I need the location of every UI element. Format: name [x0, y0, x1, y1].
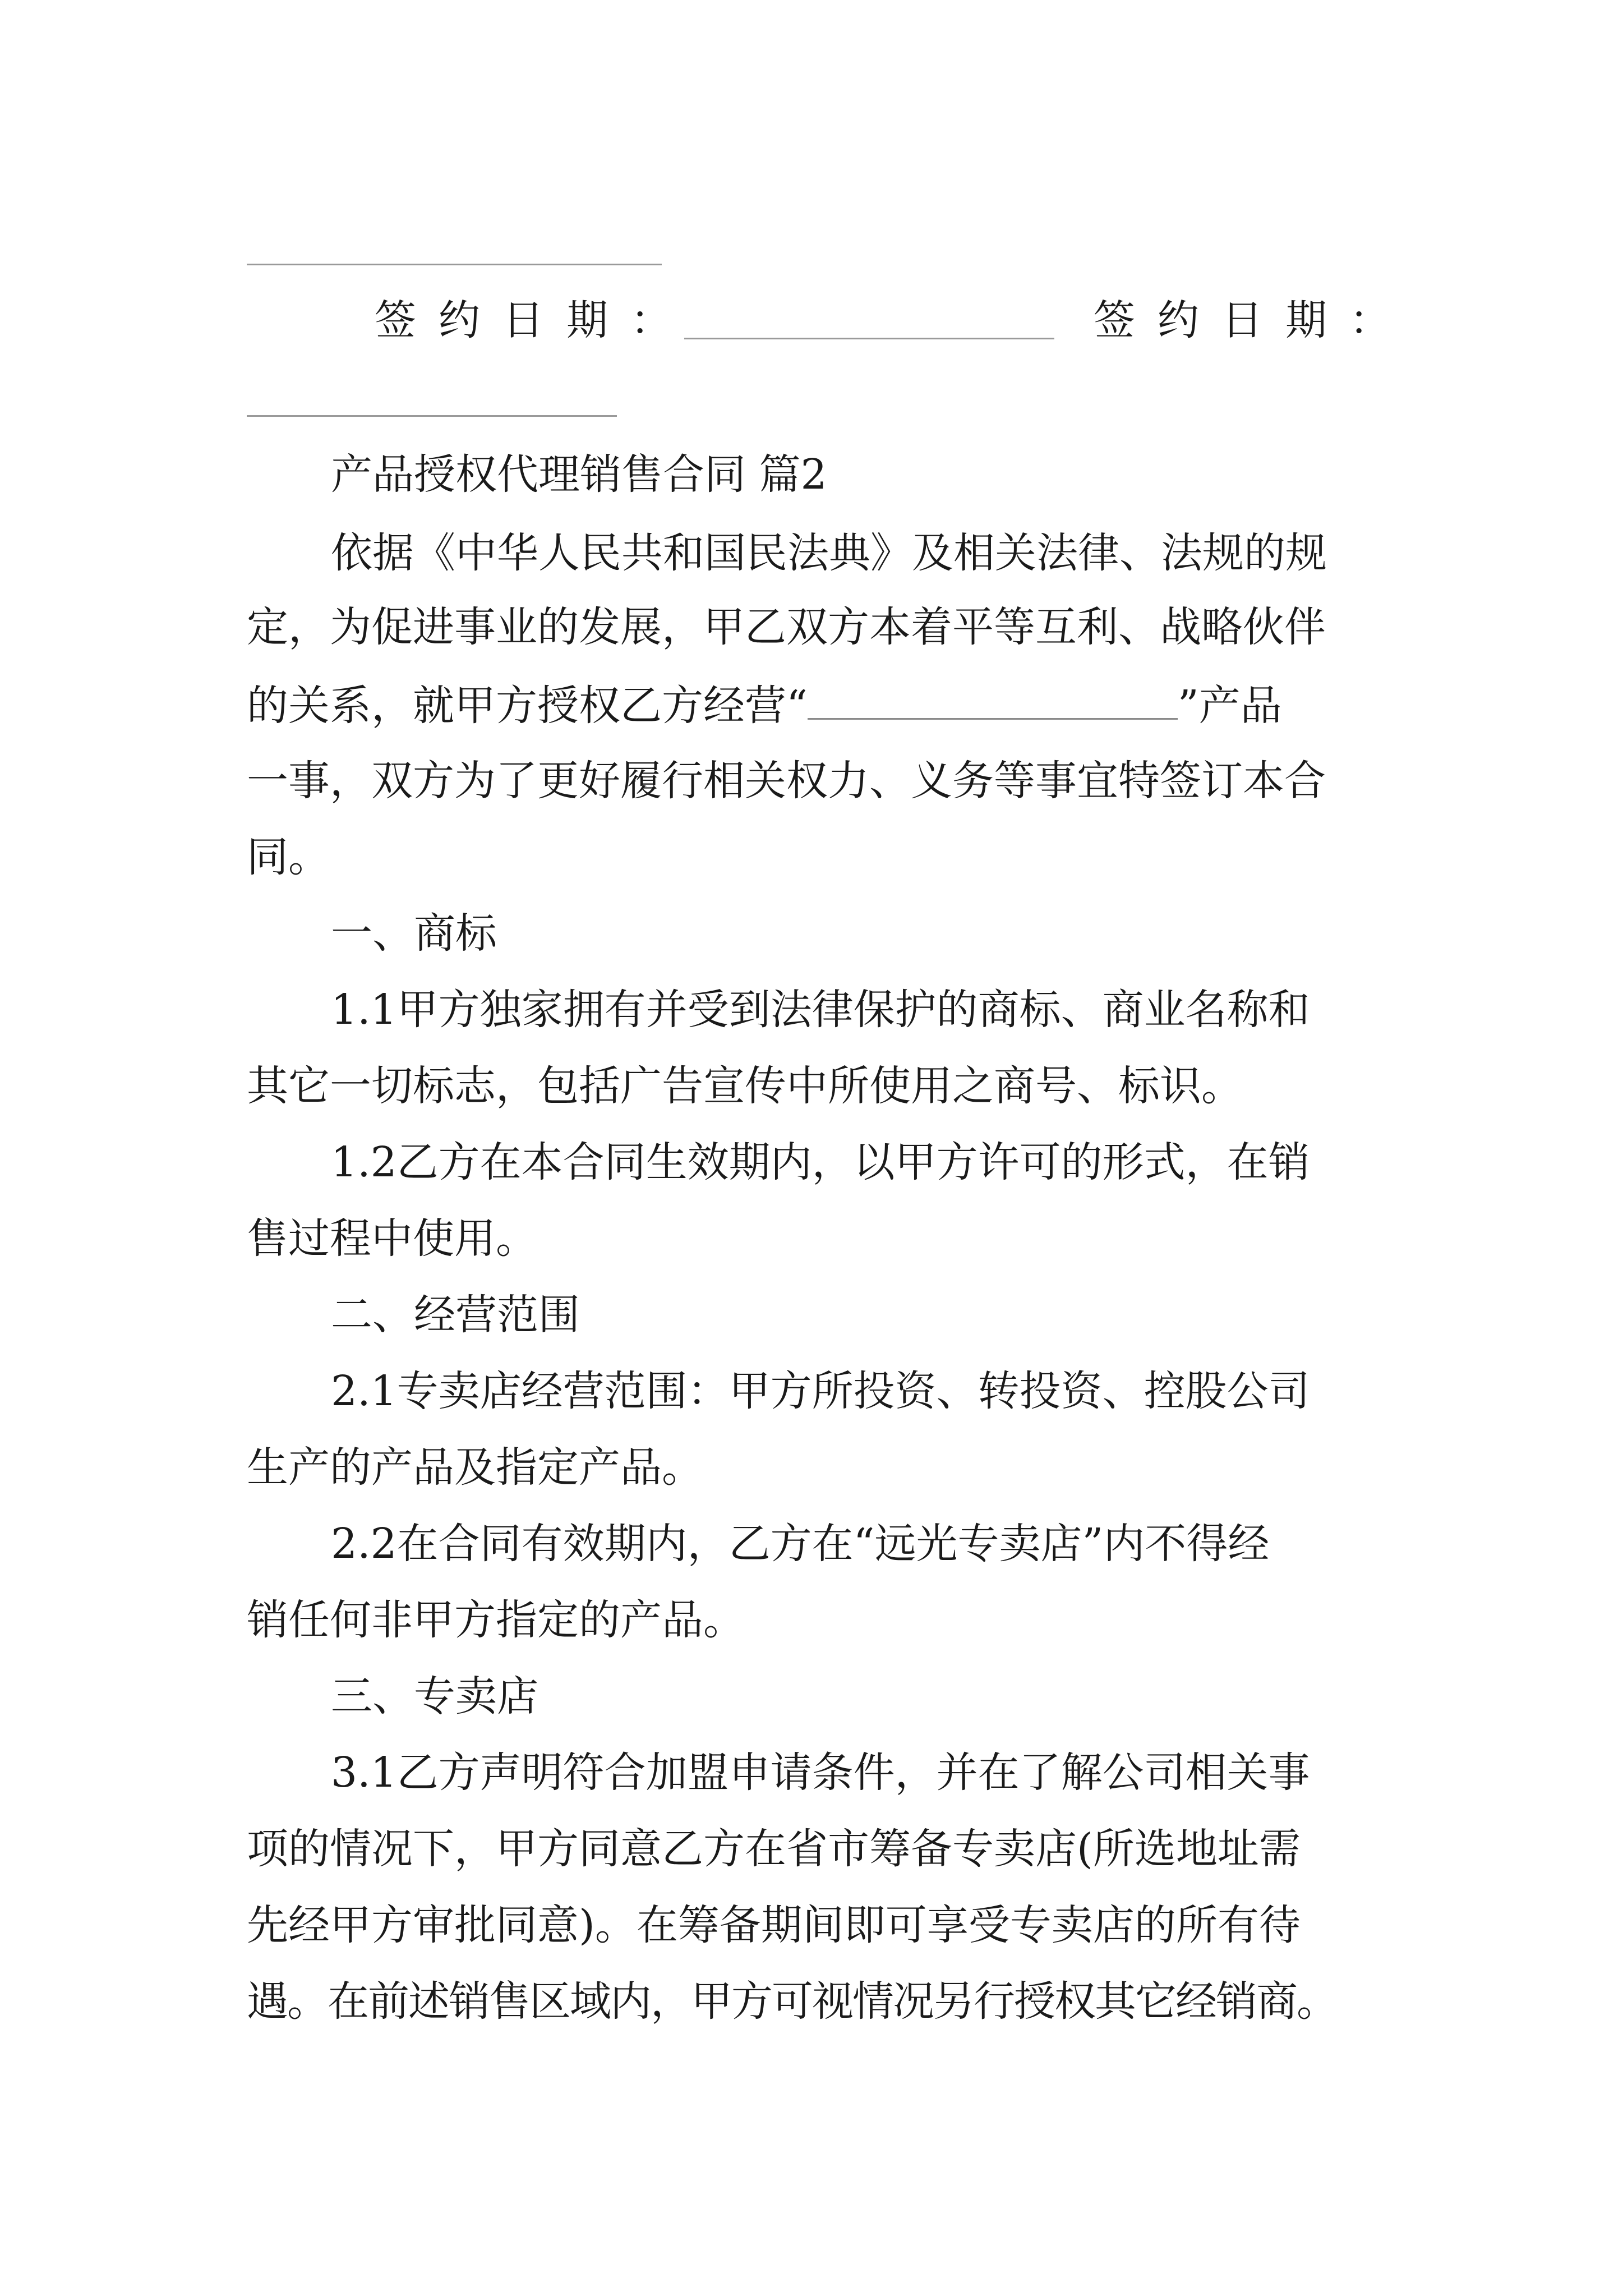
clause-1-1-line-2: 其它一切标志，包括广告宣传中所使用之商号、标识。 [247, 1062, 1243, 1110]
intro-line-4: 一事，双方为了更好履行相关权力、义务等事宜特签订本合 [247, 757, 1326, 805]
clause-3-1-line-1: 3.1乙方声明符合加盟申请条件，并在了解公司相关事 [331, 1749, 1310, 1797]
intro-line-5: 同。 [247, 833, 330, 881]
product-name-blank [808, 679, 1178, 720]
clause-1-2-line-1: 1.2乙方在本合同生效期内，以甲方许可的形式，在销 [331, 1138, 1310, 1186]
clause-1-1-line-1: 1.1甲方独家拥有并受到法律保护的商标、商业名称和 [331, 986, 1310, 1034]
clause-2-1-line-2: 生产的产品及指定产品。 [247, 1443, 703, 1492]
contract-heading: 产品授权代理销售合同 篇2 [331, 450, 827, 499]
signature-date-label-left: 签约日期： [375, 296, 694, 344]
signature-blank-top [247, 264, 662, 265]
intro-line-3-after: ”产品 [1177, 682, 1282, 730]
intro-line-3-before: 的关系，就甲方授权乙方经营“ [247, 682, 808, 730]
section-2-title: 二、经营范围 [331, 1291, 580, 1339]
signature-date-label-right: 签约日期： [1094, 296, 1413, 344]
clause-2-1-line-1: 2.1专卖店经营范围：甲方所投资、转投资、控股公司 [331, 1367, 1310, 1415]
clause-2-2-line-1: 2.2在合同有效期内，乙方在“远光专卖店”内不得经 [331, 1520, 1270, 1568]
section-1-title: 一、商标 [331, 909, 497, 958]
section-3-title: 三、专卖店 [331, 1672, 538, 1720]
clause-1-2-line-2: 售过程中使用。 [247, 1214, 537, 1263]
intro-line-1: 依据《中华人民共和国民法典》及相关法律、法规的规 [331, 529, 1327, 577]
signature-blank-bottom [247, 415, 617, 417]
clause-3-1-line-4: 遇。在前述销售区域内，甲方可视情况另行授权其它经销商。 [247, 1977, 1337, 2026]
signature-date-blank-left [684, 338, 1054, 339]
clause-3-1-line-2: 项的情况下，甲方同意乙方在省市筹备专卖店(所选地址需 [247, 1825, 1301, 1873]
signature-date-row [247, 289, 1413, 351]
intro-line-2: 定，为促进事业的发展，甲乙双方本着平等互利、战略伙伴 [247, 603, 1326, 651]
clause-3-1-line-3: 先经甲方审批同意)。在筹备期间即可享受专卖店的所有待 [247, 1901, 1301, 1949]
clause-2-2-line-2: 销任何非甲方指定的产品。 [247, 1596, 745, 1644]
intro-line-3 [247, 679, 1391, 731]
